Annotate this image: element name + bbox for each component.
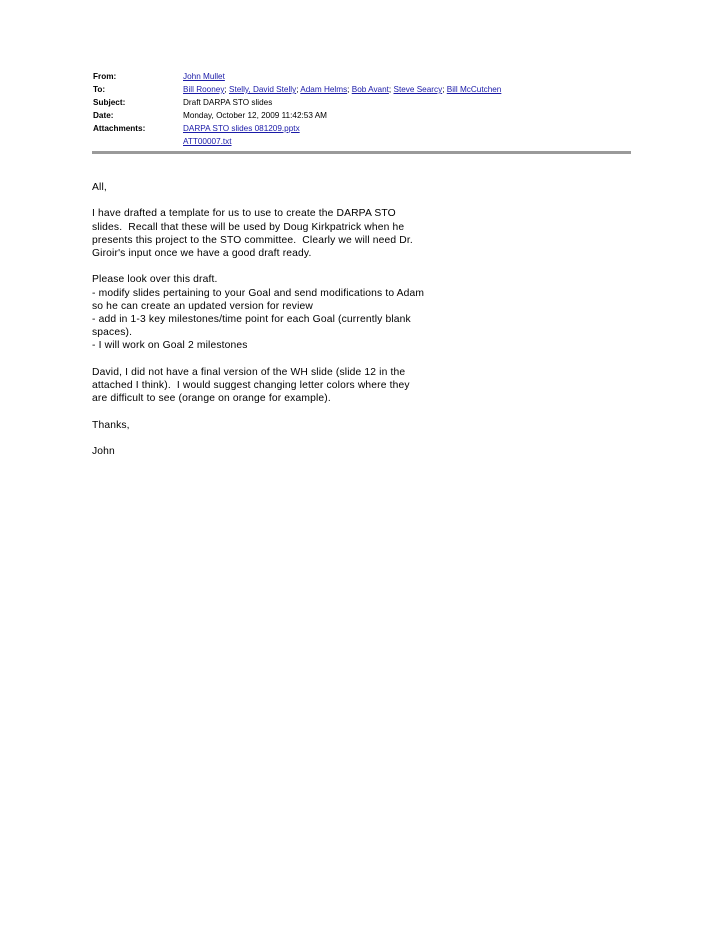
email-body (92, 181, 572, 458)
recipient-link[interactable]: Stelly, David Stelly (228, 85, 297, 94)
from-label: From: (93, 72, 117, 81)
date-row (93, 109, 630, 122)
date-value: Monday, October 12, 2009 11:42:53 AM (183, 111, 327, 120)
recipient-link[interactable]: Bill McCutchen (446, 85, 502, 94)
body-paragraph: David, I did not have a final version of the WH slide (slide 12 in the attached I think). I would suggest changing letter colors where they are difficult to see (orange on orange for example). (92, 366, 410, 405)
body-paragraph: I have drafted a template for us to use to create the DARPA STO slides. Recall that these will be used by Doug Kirkpatrick when he presents this project to the STO committee. Clearly we will need Dr. Giroir's input once we have a good draft ready. (92, 208, 413, 259)
greeting: All, (92, 182, 107, 193)
subject-value: Draft DARPA STO slides (183, 98, 273, 107)
attachments-label: Attachments: (93, 124, 146, 133)
attachments-row-2 (93, 135, 630, 148)
body-paragraph: Please look over this draft. - modify slides pertaining to your Goal and send modifications to Adam so he can create an updated version for review - add in 1-3 key milestones/time point for each Goal (currently blank spaces). - I will work on Goal 2 milestones (92, 274, 425, 352)
recipient-link[interactable]: Bill Rooney (183, 85, 225, 94)
recipient-list: Bill Rooney; Stelly, David Stelly; Adam Helms; Bob Avant; Steve Searcy; Bill McCutchen (183, 85, 502, 94)
attachment-link[interactable]: DARPA STO slides 081209.pptx (183, 124, 300, 133)
attachments-row (93, 122, 630, 135)
email-header (93, 70, 630, 148)
from-sender-link[interactable]: John Mullet (183, 72, 225, 81)
from-row (93, 70, 630, 83)
date-label: Date: (93, 111, 114, 120)
to-row (93, 83, 630, 96)
subject-row (93, 96, 630, 109)
recipient-link[interactable]: Bob Avant (351, 85, 389, 94)
recipient-link[interactable]: Adam Helms (300, 85, 348, 94)
recipient-link[interactable]: Steve Searcy (393, 85, 443, 94)
signature: John (92, 445, 115, 457)
closing: Thanks, (92, 419, 130, 431)
subject-label: Subject: (93, 98, 126, 107)
to-label: To: (93, 85, 106, 94)
header-divider (92, 151, 631, 154)
attachment-link[interactable]: ATT00007.txt (183, 137, 232, 146)
